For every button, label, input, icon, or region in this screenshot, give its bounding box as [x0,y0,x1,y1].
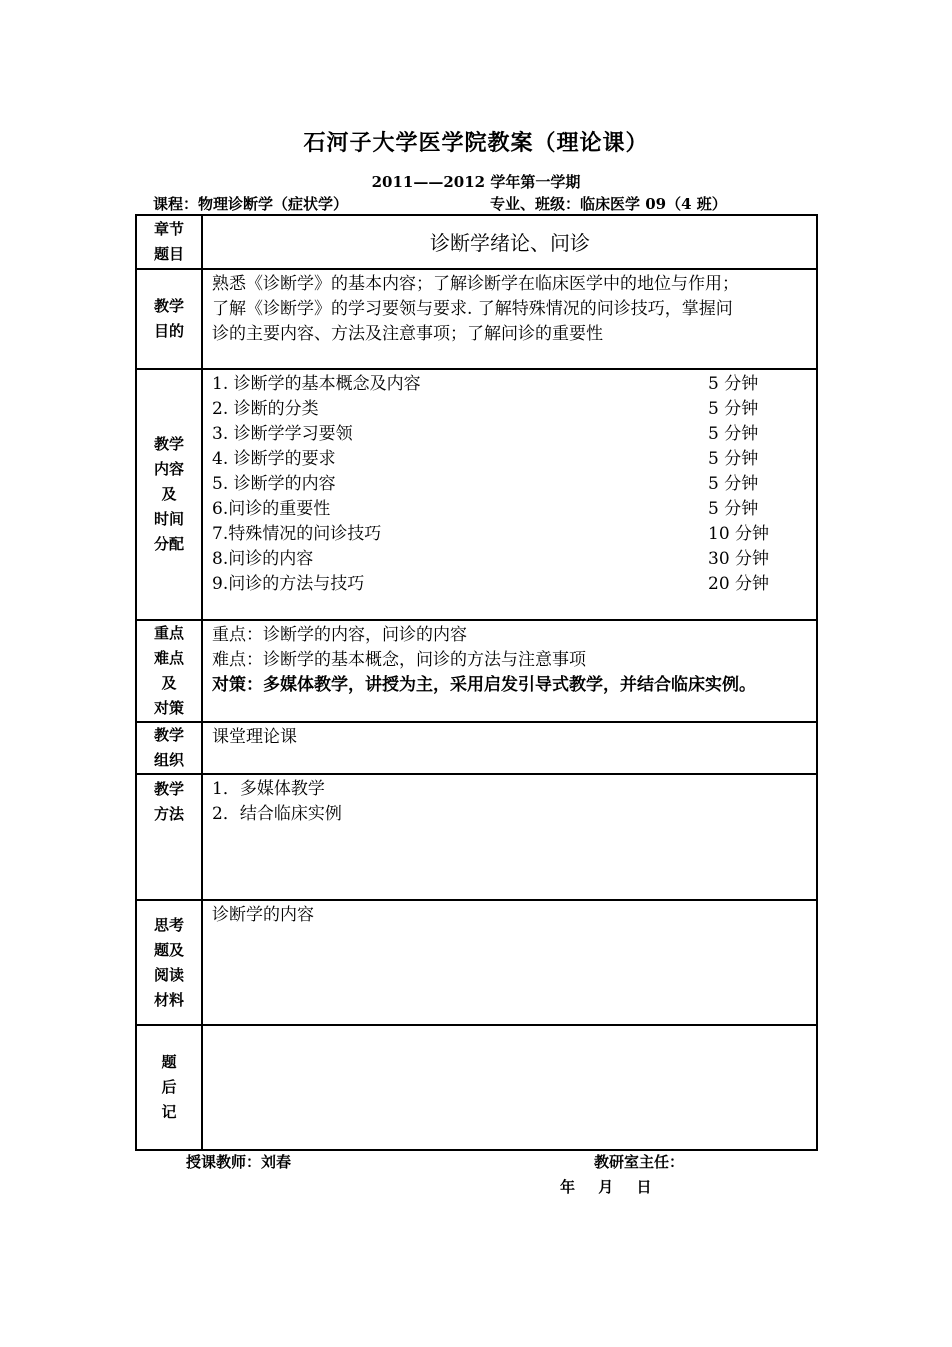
list-item: 7.特殊情况的问诊技巧 10 分钟 [212,524,770,544]
course-field: 课程：物理诊断学（症状学） [153,195,349,213]
department-head-signature: 教研室主任： [594,1153,685,1171]
reading-content: 诊断学的内容 [202,900,817,1025]
notes-content [202,1025,817,1150]
row-key-points [136,620,817,722]
term-line: 2011——2012 学年第一学期 [371,173,581,191]
document-title: 石河子大学医学院教案（理论课） [303,130,649,156]
content-time-label: 教学 内容 及 时间 分配 [136,369,202,620]
row-chapter [136,215,817,269]
row-goal [136,269,817,369]
strategy-line: 对策：多媒体教学，讲授为主，采用启发引导式教学，并结合临床实例。 [212,675,756,695]
organization-label: 教学 组织 [136,722,202,774]
list-item: 5. 诊断学的内容 5 分钟 [212,474,759,494]
list-item: 8.问诊的内容 30 分钟 [212,549,770,569]
list-item: 2. 诊断的分类 5 分钟 [212,399,759,419]
teacher-signature: 授课教师：刘春 [186,1153,292,1171]
notes-label: 题 后 记 [136,1025,202,1150]
major-class-field: 专业、班级：临床医学 09（4 班） [490,195,727,213]
goal-content: 熟悉《诊断学》的基本内容；了解诊断学在临床医学中的地位与作用； 了解《诊断学》的学习要领与要求. 了解特殊情况的问诊技巧，掌握问 诊的主要内容、方法及注意事项；了解问诊的重要性 [202,269,817,369]
date-line: 年 月 日 [560,1178,652,1196]
list-item: 3. 诊断学学习要领 5 分钟 [212,424,759,444]
difficulty-line: 难点：诊断学的基本概念，问诊的方法与注意事项 [212,650,586,670]
lesson-plan-table [135,214,818,1151]
list-item: 4. 诊断学的要求 5 分钟 [212,449,759,469]
row-notes [136,1025,817,1150]
method-content: 1．多媒体教学 2．结合临床实例 [202,774,817,900]
goal-label: 教学 目的 [136,269,202,369]
chapter-content: 诊断学绪论、问诊 [202,215,817,269]
row-organization [136,722,817,774]
list-item: 6.问诊的重要性 5 分钟 [212,499,759,519]
row-content-time [136,369,817,620]
focus-line: 重点：诊断学的内容，问诊的内容 [212,625,467,645]
reading-label: 思考 题及 阅读 材料 [136,900,202,1025]
key-points-label: 重点 难点 及 对策 [136,620,202,722]
organization-content: 课堂理论课 [202,722,817,774]
content-time-list [202,369,817,620]
key-points-content [202,620,817,722]
list-item: 1. 诊断学的基本概念及内容 5 分钟 [212,374,759,394]
method-label: 教学 方法 [136,774,202,900]
chapter-label: 章节 题目 [136,215,202,269]
row-reading [136,900,817,1025]
list-item: 9.问诊的方法与技巧 20 分钟 [212,574,770,594]
row-method [136,774,817,900]
